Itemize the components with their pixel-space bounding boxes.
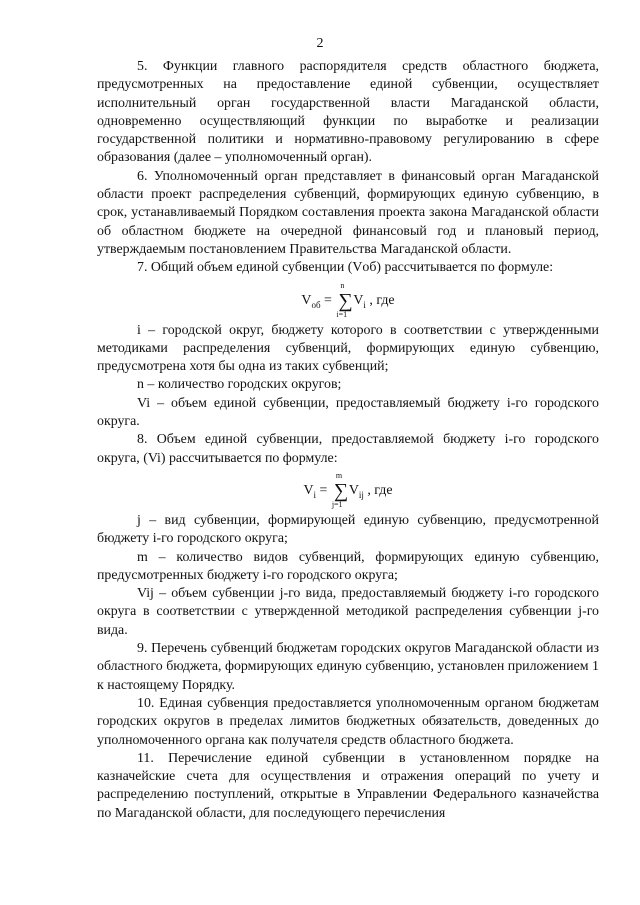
paragraph-11: 11. Перечисление единой субвенции в установленном порядке на казначейские счета для осуществления и отражения операций по учету и распределению поступлений, открытые в Управлении Федерального казначейства по Магаданской области, для последующего перечисления [97,750,599,821]
sum-symbol: m ∑ j=1 [331,470,349,509]
paragraph-5: 5. Функции главного распорядителя средств областного бюджета, предусмотренных на предоставление единой субвенции, осуществляет исполнительный орган государственной власти Магаданской области, одновременно осуществляющий функции по выработке и реализации государственной политики и нормативно-правовому регулированию в сфере образования (далее – уполномоченный орган). [97,59,599,166]
sum-upper-limit: m [335,470,343,480]
formula-term: V [353,292,364,308]
formula-total-volume [97,278,599,322]
formula-term-sub: ij [358,489,364,500]
paragraph-10: 10. Единая субвенция предоставляется уполномоченным органом бюджетам городских округов в пределах лимитов бюджетных обязательств, доведенных до уполномоченного органа как получателя средств областного бюджета. [97,695,599,748]
definition-m: m – количество видов субвенций, формирующих единую субвенцию, предусмотренных бюджету i-го городского округа; [97,549,599,583]
formula-eq: = [316,483,331,499]
paragraph-8: 8. Объем единой субвенции, предоставляемой бюджету i-го городского округа, (Vi) рассчитывается по формуле: [97,432,599,466]
sum-lower-limit: i=1 [336,309,348,319]
formula-lhs: V [301,292,312,308]
formula-lhs: V [303,483,314,499]
formula-term: V [348,483,359,499]
document-body [97,58,599,823]
paragraph-7: 7. Общий объем единой субвенции (Vоб) рассчитывается по формуле: [137,260,554,276]
definition-i: i – городской округ, бюджету которого в соответствии с утвержденными методиками распределения субвенций, формирующих единую субвенцию, предусмотрена хотя бы одна из таких субвенций; [97,322,599,375]
formula-tail: , где [365,292,395,308]
formula-term-sub: i [363,299,366,310]
formula-tail: , где [363,483,393,499]
definition-vi: Vi – объем единой субвенции, предоставляемый бюджету i-го городского округа. [97,395,599,430]
definition-j: j – вид субвенции, формирующей единую субвенцию, предусмотренной бюджету i-го городского округа; [97,512,599,547]
paragraph-9: 9. Перечень субвенций бюджетам городских округов Магаданской области из областного бюджета, формирующих единую субвенцию, установлен приложением 1 к настоящему Порядку. [97,641,599,693]
paragraph-6: 6. Уполномоченный орган представляет в финансовый орган Магаданской области проект распределения субвенций, формирующих единую субвенцию, в срок, устанавливаемый Порядком составления проекта закона Магаданской области об областном бюджете на очередной финансовый год и плановый период, утверждаемым постановлением Правительства Магаданской области. [97,168,599,257]
definition-vij: Vij – объем субвенции j-го вида, предоставляемый бюджету i-го городского округа в соответствии с утвержденной методикой распределения субвенции j-го вида. [97,586,599,638]
formula-lhs-sub: i [313,489,317,500]
definition-n: n – количество городских округов; [137,377,342,393]
sum-upper-limit: n [340,280,345,290]
formula-district-volume [97,468,599,512]
formula-eq: = [320,292,336,308]
formula-lhs-sub: об [311,299,321,310]
page-number: 2 [316,36,324,51]
sum-lower-limit: j=1 [331,499,343,509]
sum-symbol: n ∑ i=1 [336,280,353,319]
